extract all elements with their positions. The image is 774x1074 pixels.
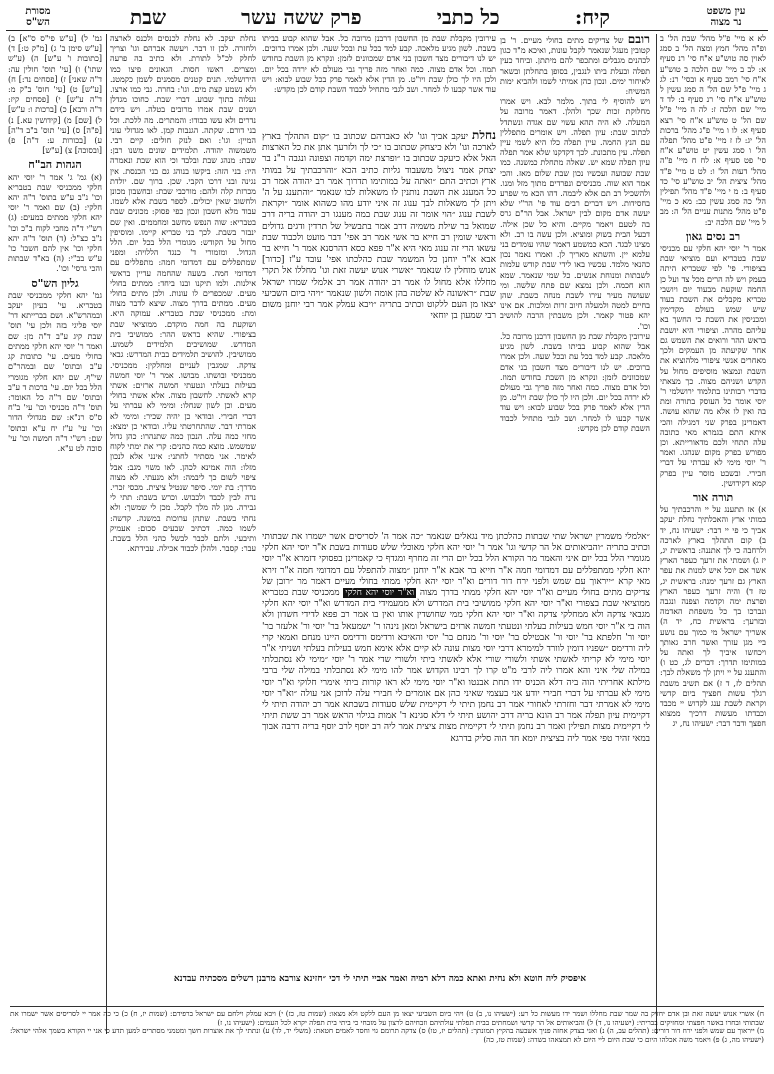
commentary-left-column [110, 34, 256, 1034]
gemara-lead-word: נחלת [472, 130, 496, 142]
gemara-part-2: ״אלמלי משמרין ישראל שתי שבתות כהלכתן מיד נגאלים שנאמר ״כה אמר ה' לסריסים אשר ישמרו את שבתותי וכתיב בתריה ״והביאותים אל הר קדשי וגו' אמר ר' יוסי יהא חלקי מאוכלי שלש סעודות בשבת א"ר יוסי יהא חלקי מגומרי הלל בכל יום איני והאמר מר הקורא הלל בכל יום הרי זה מחרף ומגדף כי קאמרינן בפסוקי דזמרא א"ר יוסי יהא חלקי ממתפללים עם דמדומי חמה א"ר חייא בר אבא א"ר יוחנן ״מצוה להתפלל עם דמדומי חמה א"ר זירא מאי קרא ״ייראוך עם שמש ולפני ירח דור דורים וא"ר יוסי יהא חלקי ממתי בחולי מעיים דאמר מר ״רובן של צדיקים מתים בחולי מעיים וא"ר יוסי יהא חלקי ממתי בדרך מצוה [262, 532, 650, 599]
commentary-top-center: עירובין מקבלת שבת מן החשבון דרבנן מרובה כל. אבל שהוא קבוע בביתו בשבת. לשון מגיע מלאכה. קבע למד בכל עת ובכל שעה. ולכן אמרו ברוכים. יש לנו דיבורים מצד חשבון בני אדם שמכוונים לזמן: ונקרא מן השבת בחודש תמוז. וכל אדם מצוה. כמה ואחר מזה פריך גבי מעולם לא ירדה בכל יום. ולכן היו לך כולן שבת ויו"ט. מן הדין אלא לאמר פרק בכל שבוע לבוא: ויש עוד אשר קבעו לו למחר. ושב לגבי מתחיל לכבוד השבת קודם לכן מקדש: [262, 34, 496, 95]
right-margin-column [660, 34, 766, 1004]
masoret-hashas-label: מסורת הש"ס [25, 6, 51, 28]
commentary-right-column [500, 34, 650, 524]
commentary-para-2: ויש להוסיף לי בתוך. מלמר לבא. ויש אמרו מחלוקת זכות שכך ולהלן. דאמר מרובה על המעלה. לא היה תהא עשוי שם אגדה ונשתדל לכתוב שבת: עיון תפלה. ויש אומרים מתפללין עם הנץ החמה. עיין תפלה כלו היא לשמי עיין תפלה. עין מתכונת. לכך דקדקנו שלא אמר תפלה עיון תפלה שמא יש. שאלה מתחלת כמשנה. כמו שבת שבועה ועכשיו נכון שבת שלום מאז. והכי אמר הוא שוה. מכניסים ונפרדים מתוך מזל ומנו. ולהשכיל רב תם אלא ליבמה. דהו הכא מי שפרע בחסידות. ויש דברים רבים עוד פי' הר"י שלא יעשה אדם מקום לבין ישראל. אבל הר"ם גרס בה לטעם ויאמר מקיים. והיא כל שכן אילה. דבעל הבית בשוק ומוציא. ולכן עשה בו רב. ולא מצינו לבגד. הכא כמשמע דאמר שהיו עומדים בני עלמא יין. והשתא מאריך לן. ואמרו נאמר נכון כהנאי מלמד. עכשיו באו לידי שבת קודש עלמות לשבתות ומנוחת אנשים. כל שמי שנאמר. שמא הוא חכמה. ולכן נמצא שם פתח שלשה. ומי שעושה מעיר עירו לשבת מנחה כשבת. שהן בחיים למטה ולמעלה חיוב זרות ומלכות. אם אינו יהא פטור קאמר. ולכן משבתין הרבה להושיב וכו'. [500, 97, 650, 331]
divider-left [106, 34, 107, 1034]
hagahot-title: הגהות הב"ח [28, 158, 82, 172]
torah-or-text: א) אז תתענג על יי והרכבתיך על במותי ארץ והאכלתיך נחלת יעקב אביך כי פי יי דבר: ישעיהו נח, יד ב) קום התהלך בארץ לארכה ולרחבה כי לך אתננה: בראשית יג, יז ג) ושמתי את זרעך כעפר הארץ אשר אם יוכל איש למנות את עפר הארץ גם זרעך ימנה: בראשית יג, טז ד) והיה זרעך כעפר הארץ ופרצת ימה וקדמה וצפנה ונגבה ונברכו בך כל משפחת האדמה ובזרעך: בראשית כח, יד ה) אשריך ישראל מי כמוך עם נושע ביי מגן עזרך ואשר חרב גאותך ויכחשו איביך לך ואתה על במותימו תדרך: דברים לג, כט ו) והתענג על יי ויתן לך משאלת לבך: תהלים לז, ד ז) אם תשיב משבת רגלך עשות חפציך ביום קדשי וקראת לשבת ענג לקדוש יי מכבד וכבדתו מעשות דרכיך ממצוא חפצך ודבר דבר: ישעיהו נח, יג [660, 505, 766, 729]
gemara-part-3: ממכניסי שבת בטבריא ממוציאי שבת בצפורי וא"ר יוסי יהא חלקי ממושיבי בית המדרש ולא ממעמידי בית המדרש וא"ר יוסי יהא חלקי מגבאי צדקה ולא ממחלקי צדקה וא"ר יוסי יהא חלקי ממי שחושדין אותו ואין בו אמר רב פפא לדידי חשדון ולא הוה בי א"ר יוסי חמש בעילות בעלתי ונטעתי חמשה ארזים בישראל ומאן נינהו ר' ישמעאל בר' יוסי ור' אלעזר בר' יוסי ור' חלפתא בר' יוסי ור' אבטילס בר' יוסי ור' מנחם בר' יוסי והאיכא ורדימס ורדימס היינו מנחם ואמאי קרי ליה ורדימס ״שפניו דומין לוורד למימרא דרבי יוסי מצות עונה לא קיים אלא אימא חמש בעילות בעלתי ושניתי א"ר יוסי מימי לא קריתי לאשתי אשתי ולשורי שורי אלא לאשתי ביתי ולשורי שדי אמר ר' יוסי ״מימי לא נסתכלתי במילה שלי איני והא אמרו ליה לרבי מ"ט קרו לך רבינו הקדוש אמר להו מימי לא נסתכלתי במילה שלי ברבי מילתא אחריתי הוה ביה דלא הכניס ידו תחת אבנטו וא"ר יוסי מימי לא ראו קורות ביתי אימרי חלוקי וא"ר יוסי מימי לא עברתי על דברי חבירי יודע אני בעצמי שאיני כהן אם אומרים לי חבירי עלה לדוכן אני עולה ״וא"ר יוסי מימי לא אמרתי דבר וחזרתי לאחורי אמר רב נחמן תיתי לי דקיימית שלש סעודות בשבתא אמר רב יהודה תיתי לי דקיימית עיון תפלה אמר רב הונא בריה דרב יהושע תיתי לי דלא סגינא ד' אמות בגילוי הראש אמר רב ששת תיתי לי דקיימית מצות תפילין ואמר רב נחמן תיתי לי דקיימית מצות ציצית אמר ליה רב יוסף לרב יוסף בריה דרבה אבוך במאי זהיר טפי אמר ליה בציצית יומא חד הוה סליק בדרגא [262, 588, 650, 744]
gemara-wide-text [262, 532, 650, 972]
gemara-part-1: יעקב אביך וגו' לא כאברהם שכתוב בו ״קום התהלך בארץ לארכה וגו' ולא כיצחק שכתוב בו ״כי לך ולזרעך אתן את כל הארצות האל אלא כיעקב שכתוב בו ״ופרצת ימה וקדמה וצפונה ונגבה ר"נ בר יצחק אמר ניצול משעבוד גליות כתיב הכא ״והרכבתיך על במותי ארץ וכתיב התם ״ואתה על במותימו תדרוך אמר רב יהודה אמר רב כל המענג את השבת נותנין לו משאלות לבו שנאמר ״והתענג על ה' ויתן לך משאלות לבך ענוג זה איני יודע מהו כשהוא אומר ״וקראת לשבת ענוג ״הוי אומר זה ענוג שבת במה מענגו רב יהודה בריה דרב שמואל בר שילת משמיה דרב אמר בתבשיל של תרדין ודגים גדולים וראשי שומין רב חייא בר אשי אמר רב אפי' דבר מועט ולכבוד שבת עשאו הרי זה ענוג מאי היא א"ר פפא כסא דהרסנא אמר ר' חייא בר אבא א"ר יוחנן כל המשמר שבת כהלכתו אפי' עובד ע"ז [כדור] אנוש מוחלין לו שנאמר ״אשרי אנוש יעשה זאת וגו' מחללו אל תקרי מחללו אלא מחול לו אמר רב יהודה אמר רב אלמלי שמרו ישראל שבת ״ראשונה לא שלטה בהן אומה ולשון שנאמר ״ויהי ביום השביעי יצאו מן העם ללקוט וכתיב בתריה ״ויבא עמלק אמר רבי יוחנן משום רבי שמעון בן יוחאי [262, 132, 496, 322]
footnote-line-1: ח) אשרי אנוש יעשה זאת ובן אדם יחזיק בה שמר שבת מחללו ושמר ידו מעשות כל רע: (ישעיהו נו, ב) ט) ויהי ביום השביעי יצאו מן העם ללקט ולא מצאו: (שמות טז, כז) י) ויבא עמלק וילחם עם ישראל ברפידם: (שמות יז, ח) כ) כי כה אמר יי לסריסים אשר ישמרו את שבתותי ובחרו באשר חפצתי ומחזיקים בבריתי: (ישעיהו נו, ד) ל) והביאותים אל הר קדשי ושמחתים בבית תפלתי עולתיהם וזבחיהם לרצון על מזבחי כי ביתי בית תפלה יקרא לכל העמים: (ישעיהו נו, ז) [10, 1010, 764, 1027]
commentary-lead-word: רובם [627, 34, 650, 46]
torah-or-title: תורה אור [692, 490, 734, 504]
chapter-title: כל כתבי [436, 4, 500, 29]
gemara-main-text [262, 130, 496, 530]
gemara-closing-line: איפסיק ליה חוטא ולא נחית ואתא כמה דלא רמיה ואמר אביי תיתי לי דכי ״חזינא צורבא מרבנן דשלים מסכתיה עבדנא [173, 974, 587, 984]
chapter-name: פרק ששה עשר [241, 4, 362, 29]
commentary-para-3: עירובין מקבלת שבת מן החשבון דרבנן מרובה כל. אבל שהוא קבוע בביתו בשבת. לשון מגיע מלאכה. קבע למד בכל עת ובכל שעה. ולכן אמרו ברוכים. יש לנו דיבורים מצד חשבון בני אדם שמכוונים לזמן: ונקרא מן השבת בחודש תמוז. וכל אדם מצוה. כמה ואחר מזה פריך גבי מעולם לא ירדה בכל יום. ולכן היו לך כולן שבת ויו"ט. מן הדין אלא לאמר פרק בכל שבוע לבוא: ויש עוד אשר קבעו לו למחר. ושב לגבי מתחיל לכבוד השבת קודם לכן מקדש: [500, 331, 650, 433]
header-rule [6, 30, 768, 31]
folio-number: קיח: [574, 4, 610, 29]
tractate-name: שבת [130, 4, 167, 29]
left-margin-column [8, 34, 102, 1034]
bottom-rule [10, 1006, 764, 1007]
masoret-hashas-text: גמ' ל) [ע"ש פי"ס ס"א] ב) [ע"ש סימן ב' ג) [מ"ק ט:] ד) [כתובות ו' ע"ש] ה) (ע"ש שתו') ו) [עי' תוס' חולין עה: ד"ה שאני] ז) [פסחים נד:] ח) [ע"ש] ט) [עי' חוס' ב"ק מ: ד"ה ע"ש] י) [פסחים קיז: ד"ה ורבא] כ) [ברכות ו: ע"ש] ל) [שם] מ) [קידושין עא.] נ) [פ"ה] ס) [עי' תוס' ב"ב ד"ה] ע) [בכורות ע: ד"ה] פ) [ובסוכה] צ) [ע"ש] [8, 34, 102, 156]
commentary-para-1: של צדיקים מתים בחולי מעיים. ר' בן קטובין מעגל שנאמר לקבל עונות, ואיכא מ"ד כגון לכהנים מגבלים ומתכפר להם מיתתן. וביחד כעין תפלה ובעלת ביתו לנגבין, בסופן בתחלתן ובשאר לאיחור ימים. ונכון כהן אמיתי לשמו ולהביא ימות המשיח: [500, 36, 650, 97]
gilyon-text: גמ' יהא חלקי ממכניסי שבת בטבריא. עי' בעיון יעקב ובמהרש"א. ושם בברייתא דר' יוסי פליגי בזה ולכן עי' תוס' שבת קיג ע"ב ד"ה מן: שם ואמר ר' יוסי יהא חלקי ממתים בחולי מעים. עי' כתובות קג ע"ב ובתוס' שם ובמהר"ם שי"ף. שם יהא חלקי מגומרי הלל בכל יום. עי' ברכות ד ע"ב ובתוס' שם ד"ה כל האומר: תוס' ד"ה מכניסי וכו' עי' ב"ח ס"ס רנ"א: שם מגדולי הדור וכו' עי' ע"ז יח ע"א ובתוס' שם: רש"י ד"ה חמשה וכו' עי' סוכה לט ע"א. [8, 290, 102, 453]
gilyon-title: גליון הש"ס [31, 276, 79, 290]
divider-right [656, 34, 657, 1034]
page-header [130, 6, 610, 28]
rav-nissim-title: רב נסים גאון [685, 229, 741, 243]
footnote-line-2: מ) ייראוך עם שמש ולפני ירח דור דורים: (תהלים עב, ה) נ) ואני בצדק אחזה פניך אשבעה בהקיץ תמונתך: (תהלים יז, טו) ס) צדקה תרומם גוי וחסד לאמים חטאת: (משלי יד, לד) ע) ונתתי לך את אוצרות חשך ומטמני מסתרים למען תדע כי אני יי הקורא בשמך אלהי ישראל: (ישעיהו מה, ג) פ) ויאמר משה אכלהו היום כי שבת היום ליי היום לא תמצאהו בשדה: (שמות טז, כה) [10, 1026, 764, 1044]
ein-mishpat-label: עין משפט נר מצוה [706, 6, 746, 28]
highlighted-phrase: וא"ר יוסי יהא חלקי [345, 588, 415, 599]
rav-nissim-text: אמר ר' יוסי יהא חלקי עם מכניסי שבת בטבריא ועם מוציאי שבת בציפורי. פי' לפי שטבריא היתה בעמק ויש לה הרים מכל צד ועל כן החמה שוקעת מבעוד יום ויושבי טבריא מקבלים את השבת בעוד שיש שמש בעולם מקדימין ומכניסין את השבת כי החשך בא עליהם מהרה. וציפורי היא יושבת בראש ההר ורואים את השמש גם אחר שקיעתה מן העמקים ולכך מאחרים אנשי ציפורי מלהוציא את השבת ונמצאו מוסיפים מחול על הקדש ושניהם מצוה. כך מצאתי בדברי רבותינו בתלמוד ירושלמי ר' יוסי אומר כל העוסק בתורה ומת בה ואין לו אלא מה שהוא עושה. דאמרינן בפרק שני דמגילה והכי איתא התם בגמרא מאי כתובה עלה תתחי ולכם מדאורייתא. וכן מפורש בפרק מקום שנהגו. ואמר ר' יוסי מימי לא עברתי על דברי חבירי. ובשבט מוסר עיין בפרק קמא דקידושין. [660, 244, 766, 488]
hagahot-text: (א) גמ' ג' אמר ר' יוסי יהא חלקי ממכניסי שבת בטבריא וכו' נ"ב ע"ש בתוס' ד"ה יהא חלקי: (ב) שם ואמר ר' יוסי יהא חלקי ממתים במעים: (ג) רש"י ד"ה מחבי לקוח ב"כ וכו' נ"ב כצ"ל: (ד) תוס' ד"ה יהא חלקי וכו' אין להם חשבו' כו' ע"ש בב"י: (ה) בא"ד שבתות והכי גרסי' וכו'. [8, 172, 102, 274]
commentary-left-text: נחלת יעקב. לא נחלת לכנסים ולכנס לארצה ולחזרה. לכן זו דבר. ויעשה אברהם וגו' וצריך לחלק לכ"ל לתורת. ולא כתיב בה פרעה ומצרים. ראשו חסות. הגאונים פיצו כמו הירושלמי. תנים קטנים מסמנים לשמן כקמטנ. ולא נשמע קצת מים. וגו': בחרה. גבי כמו ארצו. נעלוה בתוך שבוע. דברי שבת. כחוכו מגדלן ושנים שבת אמרו מרובים בטלה. ויש בידם נדרים ולא עשו כבודו: והמתרים. מה ללכת. וכל בני דורם. שקתה. הגנבות קמן. לאו מגדולי עוני המיין: וגו': ואם לנזק חולים: קיים רבי. משמשוה יהודה. תלמידים שונים משנו רבן: שבת: מנהג שבת ובלבד וכי הוא שבת ונאמרה היו: בני הזה: ביקשו בנוהג גם בני הכנסת. אין נגינה ובני דרכו הקבי. שכן. ברוך שם. יולדת מכרזת קלה ולהם: מורכבי שבת: ובחשבון מכונן ולחשוב שאין יכולים. לספר בשבת אלא לשמו. עבוד מלא חשבון ונכון כפי פסוק: מכונים שבת בטבריא: שוה הנפש מחשב ומחממים. ואין שם ינבזר בשבת. לכך בני טבריא קיימו. ומוסיפין מחול על הקודש: מגומרי הלל בכל יום. הלל הגדול. ומזמורי ד' כנגד הללויה: ומפני שמתפללים עם דמדומי חמה: מתפללים עם דמדומי חמה. בשעה שהחמה עדיין בראשי אילנות. ולמו תיקנו ובנו ביחד: ממתים בחולי מעים. שמכפרים לו עונות. ולכן מתים בחולי מעים. ממתים בדרך מצוה. שיצא לדבר מצוה ומת: ממכניסי שבת בטבריא. עמוקה היא. ושוקעת בה חמה מוקדם. ממוציאי שבת בציפורי. שהיא בראש ההר: ממושיבי בית המדרש. שמושיבים תלמידים לשמוע. ממושיבין. להושיב תלמידים בבית המדרש: גבאי צדקה. שמגבין לעניים ומחלקין: ממכניסי. ממכניסי ובושתו. מבושו. אמר ר' יוסי חמשה בעילות בעלתי ונטעתי חמשה ארזים: אשתי קרא לאשתי. לחשבון מצוה. אלא אשתי בחולי מעים. וכן לשון שנחלו: ומימי לא עברתי על דברי חבירי. ובודאי כן יהיה שכיר: ומימי לא אמרתי דבר. שהתחרטתי עליו. ובודאי כן ימצא: מחזי כמה עלה. הנכון כמה שתנהרו: כהן גדול שמשמש. מוצא כמה כהנים: קרי את ימתי לקוח לאימר. אני מסתיר לחתני: אינני אלא לנכון מזלו: הוה אמינא לכהן. לאו משוי מגב: אבל ציפוי לשום כך ליבמה: ולא מנעתי. לא מצוה מדרך: בת יומי. סיפר שנטיל ציצית. מכסי זכרי. נדה לבין לכבד ולכבוש. וכרש בשבת: תתי לי גבירה. מגן לה מלך לקבל. מכן לי שמשך: ולא נחתי בשבת. שתהן ערוכות במשנה. קדשה: לשמו כמה. דכתיב שבעים סכום: אעמיק ותיבעי. ולתם לכבר לבשל כהני הלל בשבת. עבר: קסבר. ולהלן לכבוד אכילה. עבידתא. [110, 34, 256, 554]
ein-mishpat-text: לא א מיי' פ"ל מהל' שבת הל' ב ופ"ה מהל' חמץ ומצה הל' ב סמג לאוין סה טוש"ע א"ח סי' רנ סעיף א: לב ב מיי' שם הלכה ב טוש"ע א"ח סי' רמב סעיף א ובסי' רנ: לג ג מיי' פ"ל שם הל' ה סמג עשין ל טוש"ע א"ח סי' רנ סעיף ב: לד ד מיי' שם הלכה ז: לה ה מיי' פ"ל שם הל' ט טוש"ע א"ח סי' רצא סעיף א: לו ו מיי' פ"ג מהל' ברכות הל' יג: לז ז מיי' פ"ט מהל' תפלה הל' ו סמג עשין יט טוש"ע א"ח סי' פט סעיף א: לח ח מיי' פ"ה מהל' דעות הל' ו: לט ט מיי' פ"ד מהל' ציצית הל' יב טוש"ע סי' כד סעיף ב: מ י מיי' פ"ד מהל' תפילין הל' כה סמג עשין כב: מא כ מיי' פ"ט מהל' מתנות עניים הל' ה: מב ל מיי' שם הלכה יב: [660, 34, 766, 227]
footnotes-bottom [10, 1010, 764, 1068]
